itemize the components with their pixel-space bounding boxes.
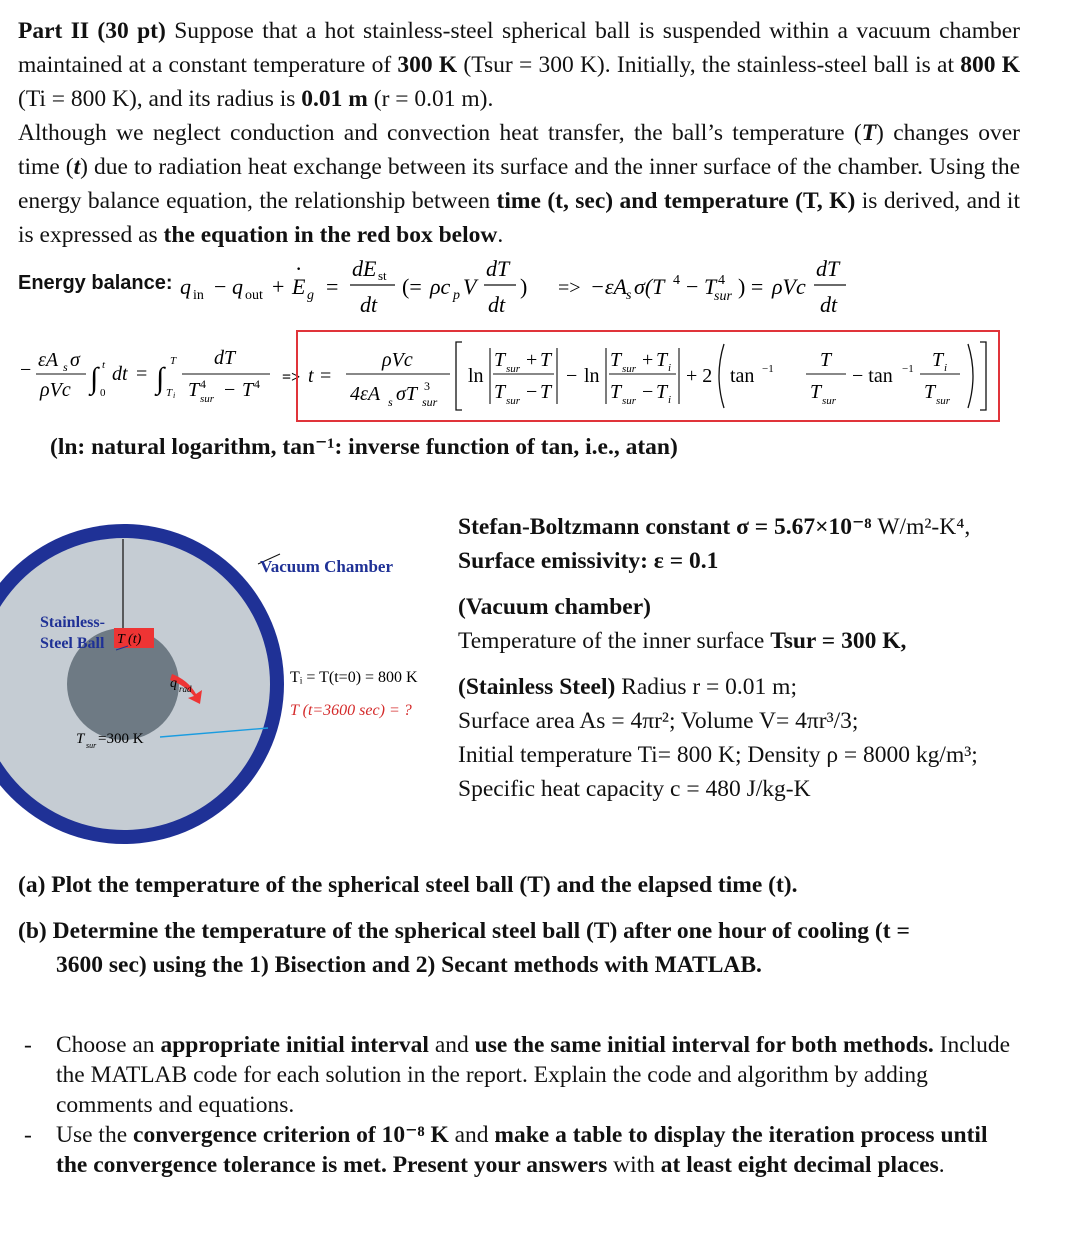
svg-text:T: T — [820, 349, 832, 371]
svg-text:T: T — [188, 379, 200, 401]
radius-bold: 0.01 m — [301, 86, 368, 112]
svg-text:q: q — [232, 274, 243, 299]
sb-units: W/m²-K⁴, — [871, 514, 971, 540]
constants-block — [458, 510, 978, 806]
tsur-value: =300 K — [98, 731, 144, 747]
svg-text:g: g — [307, 288, 314, 303]
vacuum-temp — [458, 624, 978, 658]
para2-t: t — [73, 154, 81, 180]
svg-text:tan: tan — [730, 365, 755, 387]
svg-text:T: T — [704, 274, 717, 299]
svg-text:∫: ∫ — [156, 362, 165, 395]
svg-text:T: T — [932, 349, 944, 371]
b1-b: appropriate initial interval — [160, 1032, 429, 1058]
svg-text:t: t — [102, 359, 106, 371]
intro-text-4: (r = 0.01 m). — [367, 86, 494, 112]
svg-text:+: + — [642, 349, 654, 371]
area-volume: Surface area As = 4πr²; Volume V= 4πr³/3; — [458, 708, 859, 734]
svg-text:−: − — [642, 381, 654, 403]
b2-b: convergence criterion of 10⁻⁸ K — [133, 1122, 449, 1148]
ti-bold: 800 K — [960, 52, 1021, 78]
svg-text:T: T — [494, 349, 506, 371]
svg-text:V: V — [463, 274, 477, 299]
question-a: (a) Plot the temperature of the spherical steel ball (T) and the elapsed time (t). — [18, 872, 798, 898]
vacuum-text: Temperature of the inner surface — [458, 628, 771, 654]
b2-g: with — [607, 1152, 661, 1178]
svg-text:i: i — [173, 391, 176, 400]
svg-text:i: i — [668, 362, 672, 374]
svg-text:E: E — [292, 274, 306, 299]
svg-text:+ 2: + 2 — [686, 365, 713, 387]
qrad-label: q — [170, 676, 177, 691]
svg-text:ρc: ρc — [430, 274, 451, 299]
svg-text:in: in — [193, 288, 204, 303]
ball-label-2: Steel Ball — [40, 635, 105, 652]
svg-text:sur: sur — [506, 395, 521, 407]
svg-text:4: 4 — [200, 377, 206, 391]
para2-text-b: ) changes over time ( — [18, 120, 1020, 180]
instruction-2 — [18, 1120, 1020, 1180]
svg-text:q: q — [180, 274, 191, 299]
problem-intro — [18, 14, 1020, 252]
svg-text:=>: => — [558, 277, 581, 299]
svg-text:s: s — [63, 360, 68, 374]
equation-bold: the equation in the red box below — [163, 222, 498, 248]
svg-text:ln: ln — [468, 365, 484, 387]
part-label: Part II (30 pt) — [18, 18, 166, 44]
dash: - — [24, 1122, 32, 1148]
emissivity: Surface emissivity: ε = 0.1 — [458, 548, 719, 574]
specific-heat: Specific heat capacity c = 480 J/kg-K — [458, 776, 811, 802]
period: . — [497, 222, 504, 248]
tsur-label: T — [76, 731, 85, 747]
svg-text:·: · — [295, 256, 303, 281]
svg-text:∫: ∫ — [90, 362, 99, 395]
svg-text:4: 4 — [673, 273, 680, 288]
svg-text:sur: sur — [936, 395, 951, 407]
svg-text:=>: => — [282, 369, 301, 386]
svg-text:T: T — [540, 381, 552, 403]
svg-text:T: T — [924, 381, 936, 403]
svg-text:=: = — [326, 274, 339, 299]
b2-c: and — [448, 1122, 495, 1148]
dash: - — [24, 1032, 32, 1058]
initial-temp-line: Tᵢ = T(t=0) = 800 K — [290, 669, 418, 686]
svg-text:−1: −1 — [762, 363, 774, 375]
qrad-sub: rad — [179, 684, 192, 694]
para2-text-a: Although we neglect conduction and convection heat transfer, the ball’s temperature ( — [18, 120, 862, 146]
integral-equation — [18, 336, 308, 412]
svg-text:dT: dT — [816, 256, 840, 281]
svg-text:T: T — [610, 349, 622, 371]
energy-balance-label: Energy balance: — [18, 272, 173, 294]
svg-text:−: − — [224, 379, 236, 401]
svg-text:4: 4 — [254, 377, 260, 391]
svg-text:): ) — [520, 274, 528, 299]
svg-text:ρVc: ρVc — [772, 274, 806, 299]
b1-e: Include the MATLAB code for each solution in the report. Explain the code and algorithm by adding comments and equations. — [56, 1032, 1011, 1118]
chamber-label: Vacuum Chamber — [260, 557, 394, 576]
svg-text:+: + — [272, 274, 285, 299]
b1-c: and — [428, 1032, 475, 1058]
intro-text-3: (Ti = 800 K), and its radius is — [18, 86, 302, 112]
temp-bold: temperature (T, K) — [663, 188, 856, 214]
svg-text:−: − — [566, 365, 578, 387]
svg-text:s: s — [626, 288, 632, 303]
svg-text:s: s — [388, 395, 393, 409]
question-b-line1: (b) Determine the temperature of the spherical steel ball (T) after one hour of cooling (t = — [18, 918, 910, 944]
b1-d: use the same initial interval for both methods. — [474, 1032, 934, 1058]
svg-text:σT: σT — [396, 383, 417, 405]
vacuum-heading: (Vacuum chamber) — [458, 594, 651, 620]
svg-text:ρVc: ρVc — [40, 379, 71, 401]
result-equation — [300, 334, 998, 418]
svg-text:sur: sur — [822, 395, 837, 407]
b2-i: . — [938, 1152, 945, 1178]
svg-text:i: i — [668, 394, 672, 406]
steel-heading: (Stainless Steel) — [458, 674, 616, 700]
intro-text-2: (Tsur = 300 K). Initially, the stainless-steel ball is at — [457, 52, 961, 78]
svg-text:T: T — [494, 381, 506, 403]
svg-text:t: t — [308, 365, 314, 387]
b1-a: Choose an — [56, 1032, 161, 1058]
svg-text:=: = — [136, 363, 148, 385]
vacuum-value: Tsur = 300 K, — [770, 628, 907, 654]
tsur-bold: 300 K — [397, 52, 458, 78]
initial-density: Initial temperature Ti= 800 K; Density ρ = 8000 kg/m³; — [458, 742, 978, 768]
svg-text:T: T — [656, 381, 668, 403]
svg-text:−: − — [686, 274, 699, 299]
intro-text-1: Suppose that a hot stainless-steel spherical ball is suspended within a vacuum chamber maintained at a constant temperature of — [18, 18, 1020, 78]
svg-text:sur: sur — [200, 393, 215, 405]
svg-text:out: out — [245, 288, 263, 303]
svg-text:εA: εA — [38, 349, 59, 371]
svg-text:sur: sur — [714, 289, 732, 304]
svg-text:st: st — [378, 268, 387, 283]
svg-text:T: T — [810, 381, 822, 403]
vacuum-chamber-figure — [0, 520, 450, 850]
svg-text:i: i — [944, 362, 948, 374]
svg-text:T: T — [656, 349, 668, 371]
svg-text:p: p — [453, 288, 460, 303]
svg-text:−εA: −εA — [590, 274, 627, 299]
svg-text:4: 4 — [718, 273, 725, 288]
instructions — [18, 1030, 1020, 1180]
svg-text:sur: sur — [622, 395, 637, 407]
svg-text:−: − — [526, 381, 538, 403]
svg-text:dt: dt — [360, 292, 378, 317]
and-bold: and — [619, 188, 658, 214]
ln-note: (ln: natural logarithm, tan⁻¹: inverse function of tan, i.e., atan) — [50, 434, 678, 460]
steel-radius: Radius r = 0.01 m; — [615, 674, 797, 700]
svg-text:3: 3 — [424, 379, 430, 393]
svg-text:0: 0 — [100, 387, 106, 399]
ball-label-1: Stainless- — [40, 614, 105, 631]
svg-text:−: − — [20, 359, 32, 381]
svg-text:dt: dt — [112, 363, 128, 385]
svg-text:ρVc: ρVc — [382, 349, 413, 371]
para2-text-c: ) due to radiation heat exchange between its surface and the inner surface of the chamber. Using the energy balance equation, the relationship between — [18, 154, 1020, 214]
question-b-line2: 3600 sec) using the 1) Bisection and 2) Secant methods with MATLAB. — [56, 952, 762, 978]
ball-temp-label: T (t) — [117, 632, 142, 647]
b2-a: Use the — [56, 1122, 134, 1148]
svg-text:=: = — [320, 365, 332, 387]
svg-text:dT: dT — [486, 256, 510, 281]
sb-constant-text: Stefan-Boltzmann constant σ = 5.67×10⁻⁸ — [458, 514, 872, 540]
instruction-1 — [18, 1030, 1020, 1120]
b2-h: at least eight decimal places — [660, 1152, 939, 1178]
time-bold: time (t, sec) — [496, 188, 614, 214]
svg-text:T: T — [610, 381, 622, 403]
svg-text:dt: dt — [488, 292, 506, 317]
svg-text:−: − — [214, 274, 227, 299]
svg-text:−1: −1 — [902, 363, 914, 375]
para2-T: T — [861, 120, 877, 146]
svg-text:4εA: 4εA — [350, 383, 381, 405]
svg-text:+: + — [526, 349, 538, 371]
svg-text:ln: ln — [584, 365, 600, 387]
tsur-sub: sur — [86, 741, 97, 750]
target-temp-line: T (t=3600 sec) = ? — [290, 702, 412, 719]
svg-text:T: T — [166, 387, 173, 399]
svg-text:sur: sur — [622, 363, 637, 375]
svg-text:σ(T: σ(T — [634, 274, 665, 299]
svg-text:T: T — [540, 349, 552, 371]
sb-constant — [458, 510, 978, 544]
steel-line — [458, 670, 978, 704]
para2-text-d: is derived, and it is expressed as — [18, 188, 1020, 248]
svg-text:sur: sur — [506, 363, 521, 375]
b2-f: Present your answers — [392, 1152, 608, 1178]
svg-text:sur: sur — [422, 395, 438, 409]
svg-text:dt: dt — [820, 292, 838, 317]
svg-text:) =: ) = — [738, 274, 764, 299]
svg-text:T: T — [170, 355, 177, 367]
svg-text:dE: dE — [352, 256, 377, 281]
svg-text:dT: dT — [214, 347, 236, 369]
svg-text:σ: σ — [70, 349, 80, 371]
b2-d: make a table to display the iteration process until the convergence tolerance is met. — [56, 1122, 988, 1178]
svg-text:(=: (= — [402, 274, 422, 299]
svg-text:T: T — [242, 379, 254, 401]
svg-text:− tan: − tan — [852, 365, 893, 387]
energy-balance-equation — [180, 252, 900, 324]
